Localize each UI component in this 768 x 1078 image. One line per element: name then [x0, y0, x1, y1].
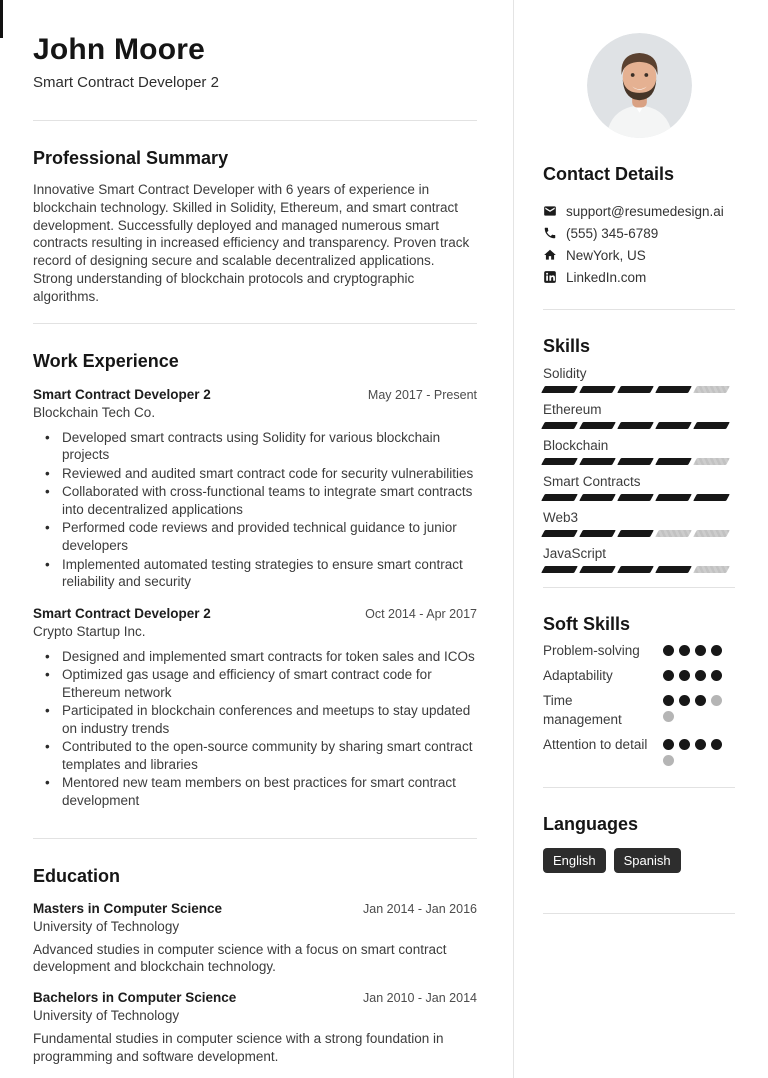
school-name: University of Technology: [33, 1008, 180, 1024]
rating-dot-filled: [711, 670, 722, 681]
soft-skill-row: [543, 692, 735, 728]
job-header: [33, 387, 477, 402]
skill-segment-filled: [617, 566, 654, 573]
rating-dot-empty: [663, 755, 674, 766]
job-bullet: • Participated in blockchain conferences and meetups to stay updated on industry trends: [62, 702, 477, 737]
education-entry: [33, 990, 477, 1066]
divider: [543, 587, 735, 588]
contact-item: [543, 200, 735, 222]
job-bullet: • Contributed to the open-source community by sharing smart contract templates and libraries: [62, 738, 477, 773]
job-bullet: • Designed and implemented smart contracts for token sales and ICOs: [62, 648, 477, 666]
skill-bar: [543, 386, 735, 393]
skill-segment-filled: [579, 422, 616, 429]
skill-segment-empty: [693, 566, 730, 573]
education-entry: [33, 901, 477, 977]
rating-dot-filled: [679, 670, 690, 681]
skill-item: [543, 402, 735, 429]
rating-dot-filled: [695, 670, 706, 681]
skill-segment-filled: [541, 422, 578, 429]
job-dates: Oct 2014 - Apr 2017: [365, 606, 477, 621]
degree-title: Masters in Computer Science: [33, 900, 223, 916]
contact-text: NewYork, US: [566, 247, 646, 263]
portrait-illustration: [587, 33, 692, 138]
soft-skill-label: Attention to detail: [543, 736, 648, 752]
education-dates: Jan 2014 - Jan 2016: [363, 901, 477, 916]
soft-skill-row: [543, 667, 735, 685]
skill-label: Blockchain: [543, 438, 609, 453]
rating-dot-filled: [711, 645, 722, 656]
experience-heading: Work Experience: [33, 350, 179, 371]
skill-bar: [543, 422, 735, 429]
experience-section: [33, 351, 477, 810]
linkedin-icon: [543, 270, 557, 284]
skill-segment-filled: [579, 566, 616, 573]
skill-label: Smart Contracts: [543, 474, 641, 489]
summary-section: [33, 148, 477, 306]
skill-segment-filled: [541, 530, 578, 537]
rating-dot-filled: [663, 645, 674, 656]
soft-skill-label: Adaptability: [543, 668, 613, 684]
divider: [543, 913, 735, 914]
skill-segment-filled: [541, 566, 578, 573]
education-heading: Education: [33, 865, 121, 886]
divider: [543, 309, 735, 310]
skill-segment-empty: [693, 530, 730, 537]
education-list: [33, 901, 477, 1066]
job-company: Blockchain Tech Co.: [33, 404, 156, 420]
skill-segment-empty: [655, 530, 692, 537]
job-bullet: • Mentored new team members on best practices for smart contract development: [62, 774, 477, 809]
job-bullet: • Collaborated with cross-functional teams to integrate smart contracts into decentralized applications: [62, 483, 477, 518]
job-title: Smart Contract Developer 2: [33, 605, 211, 621]
rating-dot-filled: [695, 739, 706, 750]
skill-segment-filled: [617, 386, 654, 393]
skill-bar: [543, 566, 735, 573]
contact-text: (555) 345-6789: [566, 225, 659, 241]
skill-item: [543, 474, 735, 501]
rating-dot-filled: [695, 645, 706, 656]
rating-dot-filled: [679, 739, 690, 750]
skill-segment-filled: [579, 494, 616, 501]
rating-dot-filled: [679, 695, 690, 706]
skill-segment-filled: [541, 458, 578, 465]
job-bullet-list: [33, 648, 477, 810]
skill-segment-filled: [693, 494, 730, 501]
skill-segment-filled: [655, 458, 692, 465]
skill-item: [543, 546, 735, 573]
job-bullet: • Implemented automated testing strategies to ensure smart contract reliability and security: [62, 556, 477, 591]
skill-label: Solidity: [543, 366, 587, 381]
skill-segment-filled: [541, 386, 578, 393]
job-bullet: • Reviewed and audited smart contract code for security vulnerabilities: [62, 465, 477, 483]
skill-label: Web3: [543, 510, 579, 525]
soft-skill-dots: [663, 667, 725, 681]
phone-icon: [543, 226, 557, 240]
skill-bar: [543, 494, 735, 501]
email-icon: [543, 204, 557, 218]
skill-segment-filled: [617, 494, 654, 501]
person-job-title: Smart Contract Developer 2: [33, 74, 219, 91]
skill-item: [543, 510, 735, 537]
education-description: Fundamental studies in computer science with a strong foundation in programming and software development.: [33, 1031, 444, 1064]
divider: [33, 323, 477, 324]
soft-skill-dots: [663, 692, 725, 722]
home-icon: [543, 248, 557, 262]
column-divider: [513, 0, 514, 1078]
job-header: [33, 606, 477, 621]
rating-dot-empty: [663, 711, 674, 722]
languages-heading: Languages: [543, 813, 639, 834]
summary-text: Innovative Smart Contract Developer with 6 years of experience in blockchain technology. Skilled in Solidity, Ethereum, and smart contract development. Successfully deployed and managed numerous smart contracts resulting in increased efficiency and transparency. Proven track record of designing secure and scalable decentralized applications. Strong understanding of blockchain protocols and cryptographic algorithms.: [33, 182, 470, 304]
education-header: [33, 990, 477, 1005]
rating-dot-filled: [663, 739, 674, 750]
skill-segment-filled: [655, 422, 692, 429]
contact-item: [543, 222, 735, 244]
education-section: [33, 866, 477, 1066]
skill-segment-empty: [693, 458, 730, 465]
languages-list: [543, 848, 735, 873]
divider: [33, 120, 477, 121]
rating-dot-empty: [711, 695, 722, 706]
rating-dot-filled: [663, 695, 674, 706]
job-bullet-list: [33, 429, 477, 591]
soft-skill-dots: [663, 736, 725, 766]
skill-segment-filled: [693, 422, 730, 429]
rating-dot-filled: [695, 695, 706, 706]
contact-item: [543, 244, 735, 266]
main-column: [33, 0, 477, 1078]
soft-skill-row: [543, 736, 735, 766]
contact-heading: Contact Details: [543, 164, 675, 184]
job-bullet: • Developed smart contracts using Solidity for various blockchain projects: [62, 429, 477, 464]
contact-list: [543, 200, 735, 288]
education-description: Advanced studies in computer science with a focus on smart contract development and blockchain technology.: [33, 941, 447, 975]
divider: [543, 787, 735, 788]
person-name: John Moore: [33, 33, 205, 66]
rating-dot-filled: [679, 645, 690, 656]
skill-segment-filled: [617, 422, 654, 429]
rating-dot-filled: [711, 739, 722, 750]
soft-skill-label: Problem-solving: [543, 643, 640, 658]
contact-item: [543, 266, 735, 288]
rating-dot-filled: [663, 670, 674, 681]
contact-text: support@resumedesign.ai: [566, 203, 724, 219]
job-list: [33, 387, 477, 810]
skill-label: Ethereum: [543, 402, 602, 417]
job-entry: [33, 606, 477, 810]
degree-title: Bachelors in Computer Science: [33, 990, 237, 1006]
skill-segment-filled: [655, 494, 692, 501]
skill-segment-filled: [579, 530, 616, 537]
skill-segment-filled: [541, 494, 578, 501]
language-chip: English: [543, 848, 606, 873]
soft-skills-heading: Soft Skills: [543, 614, 631, 634]
divider: [33, 838, 477, 839]
skill-segment-filled: [579, 458, 616, 465]
skill-label: JavaScript: [543, 546, 607, 561]
job-bullet: • Optimized gas usage and efficiency of smart contract code for Ethereum network: [62, 666, 477, 701]
skill-segment-filled: [617, 530, 654, 537]
skill-bar: [543, 530, 735, 537]
job-company: Crypto Startup Inc.: [33, 623, 146, 639]
skill-segment-filled: [655, 386, 692, 393]
soft-skill-label: Time management: [543, 693, 622, 727]
skill-segment-empty: [693, 386, 730, 393]
skill-item: [543, 366, 735, 393]
education-dates: Jan 2010 - Jan 2014: [363, 991, 477, 1006]
skills-heading: Skills: [543, 336, 591, 356]
skills-list: [543, 366, 735, 573]
job-dates: May 2017 - Present: [367, 387, 477, 402]
job-title: Smart Contract Developer 2: [33, 386, 211, 402]
contact-text: LinkedIn.com: [566, 269, 647, 285]
soft-skills-list: [543, 642, 735, 766]
education-header: [33, 901, 477, 916]
soft-skill-row: [543, 642, 735, 660]
profile-photo: [587, 33, 692, 138]
school-name: University of Technology: [33, 918, 180, 934]
language-chip: Spanish: [614, 848, 681, 873]
page-edge-mark: [0, 0, 3, 38]
skill-item: [543, 438, 735, 465]
skill-segment-filled: [617, 458, 654, 465]
job-entry: [33, 387, 477, 591]
summary-heading: Professional Summary: [33, 148, 229, 168]
skill-segment-filled: [579, 386, 616, 393]
sidebar: [543, 0, 735, 914]
job-bullet: • Performed code reviews and provided technical guidance to junior developers: [62, 519, 477, 554]
soft-skill-dots: [663, 642, 725, 656]
skill-segment-filled: [655, 566, 692, 573]
skill-bar: [543, 458, 735, 465]
